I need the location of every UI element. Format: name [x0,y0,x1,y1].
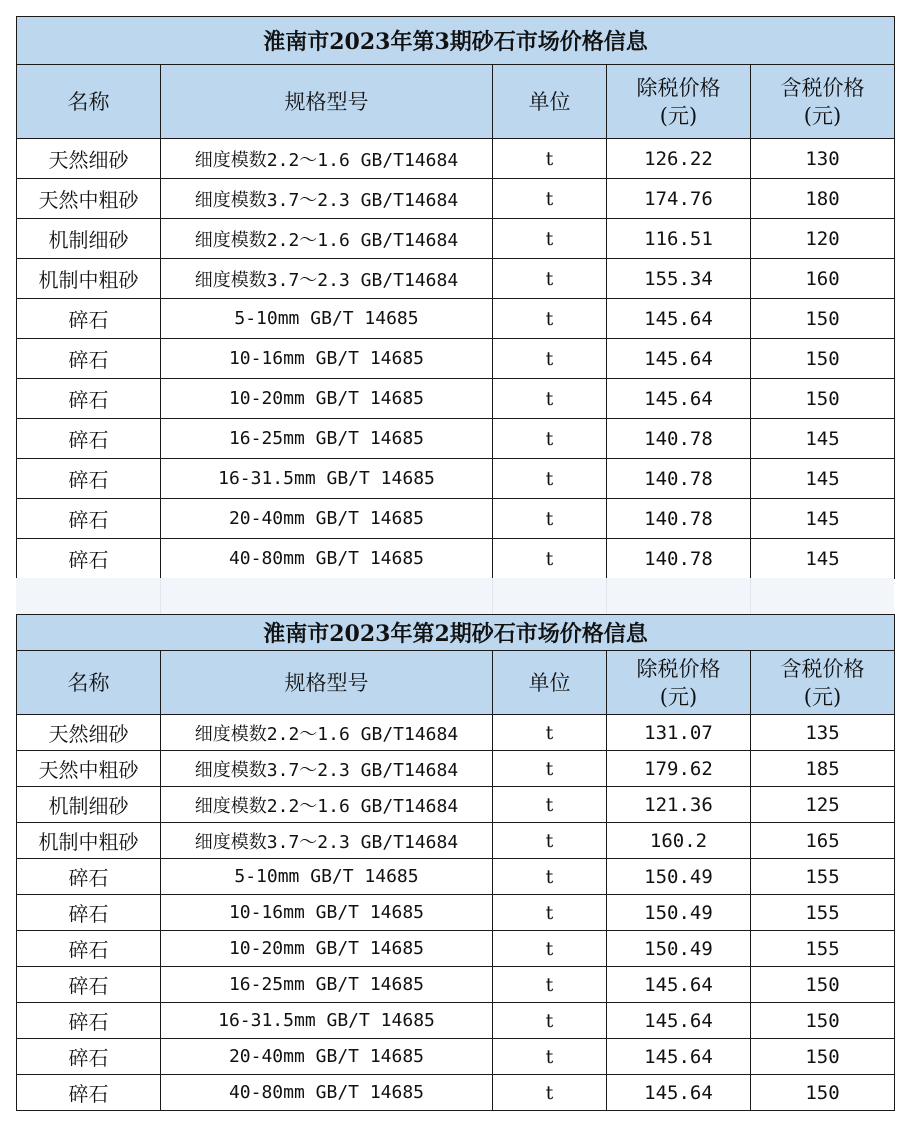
cell-pre-tax-price: 116.51 [607,219,751,259]
cell-name: 机制中粗砂 [17,823,161,859]
table-title: 淮南市2023年第3期砂石市场价格信息 [17,17,895,65]
cell-name: 机制细砂 [17,787,161,823]
cell-unit: t [493,1003,607,1039]
cell-with-tax-price: 125 [751,787,895,823]
table-row [17,895,895,931]
table-row [17,259,895,299]
cell-pre-tax-price: 150.49 [607,895,751,931]
cell-unit: t [493,787,607,823]
cell-spec: 细度模数2.2～1.6 GB/T14684 [161,787,493,823]
cell-with-tax-price: 145 [751,499,895,539]
cell-unit: t [493,339,607,379]
cell-unit: t [493,379,607,419]
cell-pre-tax-price: 145.64 [607,339,751,379]
cell-name: 天然中粗砂 [17,751,161,787]
table-row [17,967,895,1003]
cell-name: 碎石 [17,299,161,339]
cell-unit: t [493,459,607,499]
cell-unit: t [493,219,607,259]
cell-with-tax-price: 130 [751,139,895,179]
price-table-period-3 [16,16,895,579]
cell-with-tax-price: 155 [751,931,895,967]
cell-spec: 10-16mm GB/T 14685 [161,895,493,931]
cell-unit: t [493,1075,607,1111]
cell-with-tax-price: 120 [751,219,895,259]
cell-with-tax-price: 150 [751,339,895,379]
cell-pre-tax-price: 140.78 [607,499,751,539]
cell-name: 碎石 [17,1039,161,1075]
cell-unit: t [493,967,607,1003]
cell-spec: 40-80mm GB/T 14685 [161,539,493,579]
cell-pre-tax-price: 126.22 [607,139,751,179]
header-pre-tax-price: 除税价格 (元) [607,65,751,139]
header-name: 名称 [17,65,161,139]
cell-pre-tax-price: 145.64 [607,1003,751,1039]
cell-spec: 40-80mm GB/T 14685 [161,1075,493,1111]
table-row [17,419,895,459]
cell-with-tax-price: 145 [751,459,895,499]
cell-with-tax-price: 165 [751,823,895,859]
table-row [17,539,895,579]
header-name: 名称 [17,651,161,715]
table-row [17,823,895,859]
header-spec: 规格型号 [161,651,493,715]
cell-with-tax-price: 150 [751,1075,895,1111]
table-row [17,499,895,539]
cell-with-tax-price: 150 [751,1039,895,1075]
cell-with-tax-price: 150 [751,379,895,419]
cell-spec: 16-31.5mm GB/T 14685 [161,1003,493,1039]
cell-unit: t [493,499,607,539]
cell-unit: t [493,299,607,339]
header-with-tax-price: 含税价格 (元) [751,651,895,715]
cell-with-tax-price: 155 [751,859,895,895]
cell-spec: 10-16mm GB/T 14685 [161,339,493,379]
cell-with-tax-price: 135 [751,715,895,751]
cell-name: 碎石 [17,539,161,579]
cell-name: 机制中粗砂 [17,259,161,299]
cell-name: 机制细砂 [17,219,161,259]
table-row [17,931,895,967]
cell-with-tax-price: 150 [751,967,895,1003]
cell-unit: t [493,715,607,751]
cell-with-tax-price: 185 [751,751,895,787]
cell-spec: 细度模数3.7～2.3 GB/T14684 [161,179,493,219]
cell-name: 碎石 [17,379,161,419]
header-with-tax-price: 含税价格 (元) [751,65,895,139]
cell-pre-tax-price: 145.64 [607,1075,751,1111]
cell-name: 碎石 [17,499,161,539]
cell-pre-tax-price: 140.78 [607,539,751,579]
header-unit: 单位 [493,651,607,715]
cell-pre-tax-price: 179.62 [607,751,751,787]
cell-unit: t [493,823,607,859]
cell-spec: 细度模数2.2～1.6 GB/T14684 [161,715,493,751]
table-row [17,859,895,895]
table-row [17,1003,895,1039]
cell-unit: t [493,1039,607,1075]
cell-unit: t [493,179,607,219]
cell-spec: 16-25mm GB/T 14685 [161,967,493,1003]
cell-unit: t [493,259,607,299]
table-row [17,179,895,219]
table-row [17,1039,895,1075]
cell-pre-tax-price: 145.64 [607,299,751,339]
cell-with-tax-price: 180 [751,179,895,219]
cell-name: 碎石 [17,339,161,379]
header-unit: 单位 [493,65,607,139]
cell-with-tax-price: 150 [751,1003,895,1039]
table-row [17,219,895,259]
table-row [17,379,895,419]
cell-unit: t [493,895,607,931]
cell-spec: 细度模数2.2～1.6 GB/T14684 [161,139,493,179]
cell-pre-tax-price: 155.34 [607,259,751,299]
cell-spec: 细度模数3.7～2.3 GB/T14684 [161,823,493,859]
price-table-period-2 [16,614,895,1111]
table-title: 淮南市2023年第2期砂石市场价格信息 [17,615,895,651]
cell-with-tax-price: 150 [751,299,895,339]
cell-pre-tax-price: 140.78 [607,419,751,459]
cell-pre-tax-price: 145.64 [607,379,751,419]
cell-unit: t [493,931,607,967]
cell-name: 天然中粗砂 [17,179,161,219]
cell-spec: 细度模数2.2～1.6 GB/T14684 [161,219,493,259]
cell-name: 碎石 [17,895,161,931]
cell-with-tax-price: 160 [751,259,895,299]
cell-name: 天然细砂 [17,715,161,751]
cell-pre-tax-price: 145.64 [607,1039,751,1075]
cell-pre-tax-price: 145.64 [607,967,751,1003]
cell-name: 碎石 [17,967,161,1003]
table-spacer [16,578,894,614]
cell-spec: 5-10mm GB/T 14685 [161,299,493,339]
cell-name: 碎石 [17,1003,161,1039]
cell-spec: 20-40mm GB/T 14685 [161,499,493,539]
cell-spec: 5-10mm GB/T 14685 [161,859,493,895]
cell-name: 碎石 [17,419,161,459]
table-row [17,139,895,179]
cell-name: 碎石 [17,931,161,967]
header-spec: 规格型号 [161,65,493,139]
cell-pre-tax-price: 174.76 [607,179,751,219]
cell-pre-tax-price: 150.49 [607,859,751,895]
cell-with-tax-price: 145 [751,419,895,459]
table-row [17,715,895,751]
cell-spec: 细度模数3.7～2.3 GB/T14684 [161,259,493,299]
cell-unit: t [493,419,607,459]
cell-spec: 16-25mm GB/T 14685 [161,419,493,459]
cell-with-tax-price: 145 [751,539,895,579]
cell-name: 碎石 [17,1075,161,1111]
cell-pre-tax-price: 150.49 [607,931,751,967]
header-pre-tax-price: 除税价格 (元) [607,651,751,715]
cell-name: 碎石 [17,859,161,895]
cell-with-tax-price: 155 [751,895,895,931]
cell-unit: t [493,859,607,895]
cell-spec: 16-31.5mm GB/T 14685 [161,459,493,499]
cell-spec: 10-20mm GB/T 14685 [161,931,493,967]
cell-unit: t [493,139,607,179]
cell-name: 碎石 [17,459,161,499]
cell-spec: 10-20mm GB/T 14685 [161,379,493,419]
cell-spec: 细度模数3.7～2.3 GB/T14684 [161,751,493,787]
table-row [17,1075,895,1111]
cell-pre-tax-price: 140.78 [607,459,751,499]
cell-pre-tax-price: 121.36 [607,787,751,823]
cell-pre-tax-price: 131.07 [607,715,751,751]
table-row [17,299,895,339]
table-row [17,459,895,499]
table-row [17,751,895,787]
cell-name: 天然细砂 [17,139,161,179]
cell-spec: 20-40mm GB/T 14685 [161,1039,493,1075]
cell-unit: t [493,751,607,787]
cell-pre-tax-price: 160.2 [607,823,751,859]
table-row [17,339,895,379]
table-row [17,787,895,823]
cell-unit: t [493,539,607,579]
